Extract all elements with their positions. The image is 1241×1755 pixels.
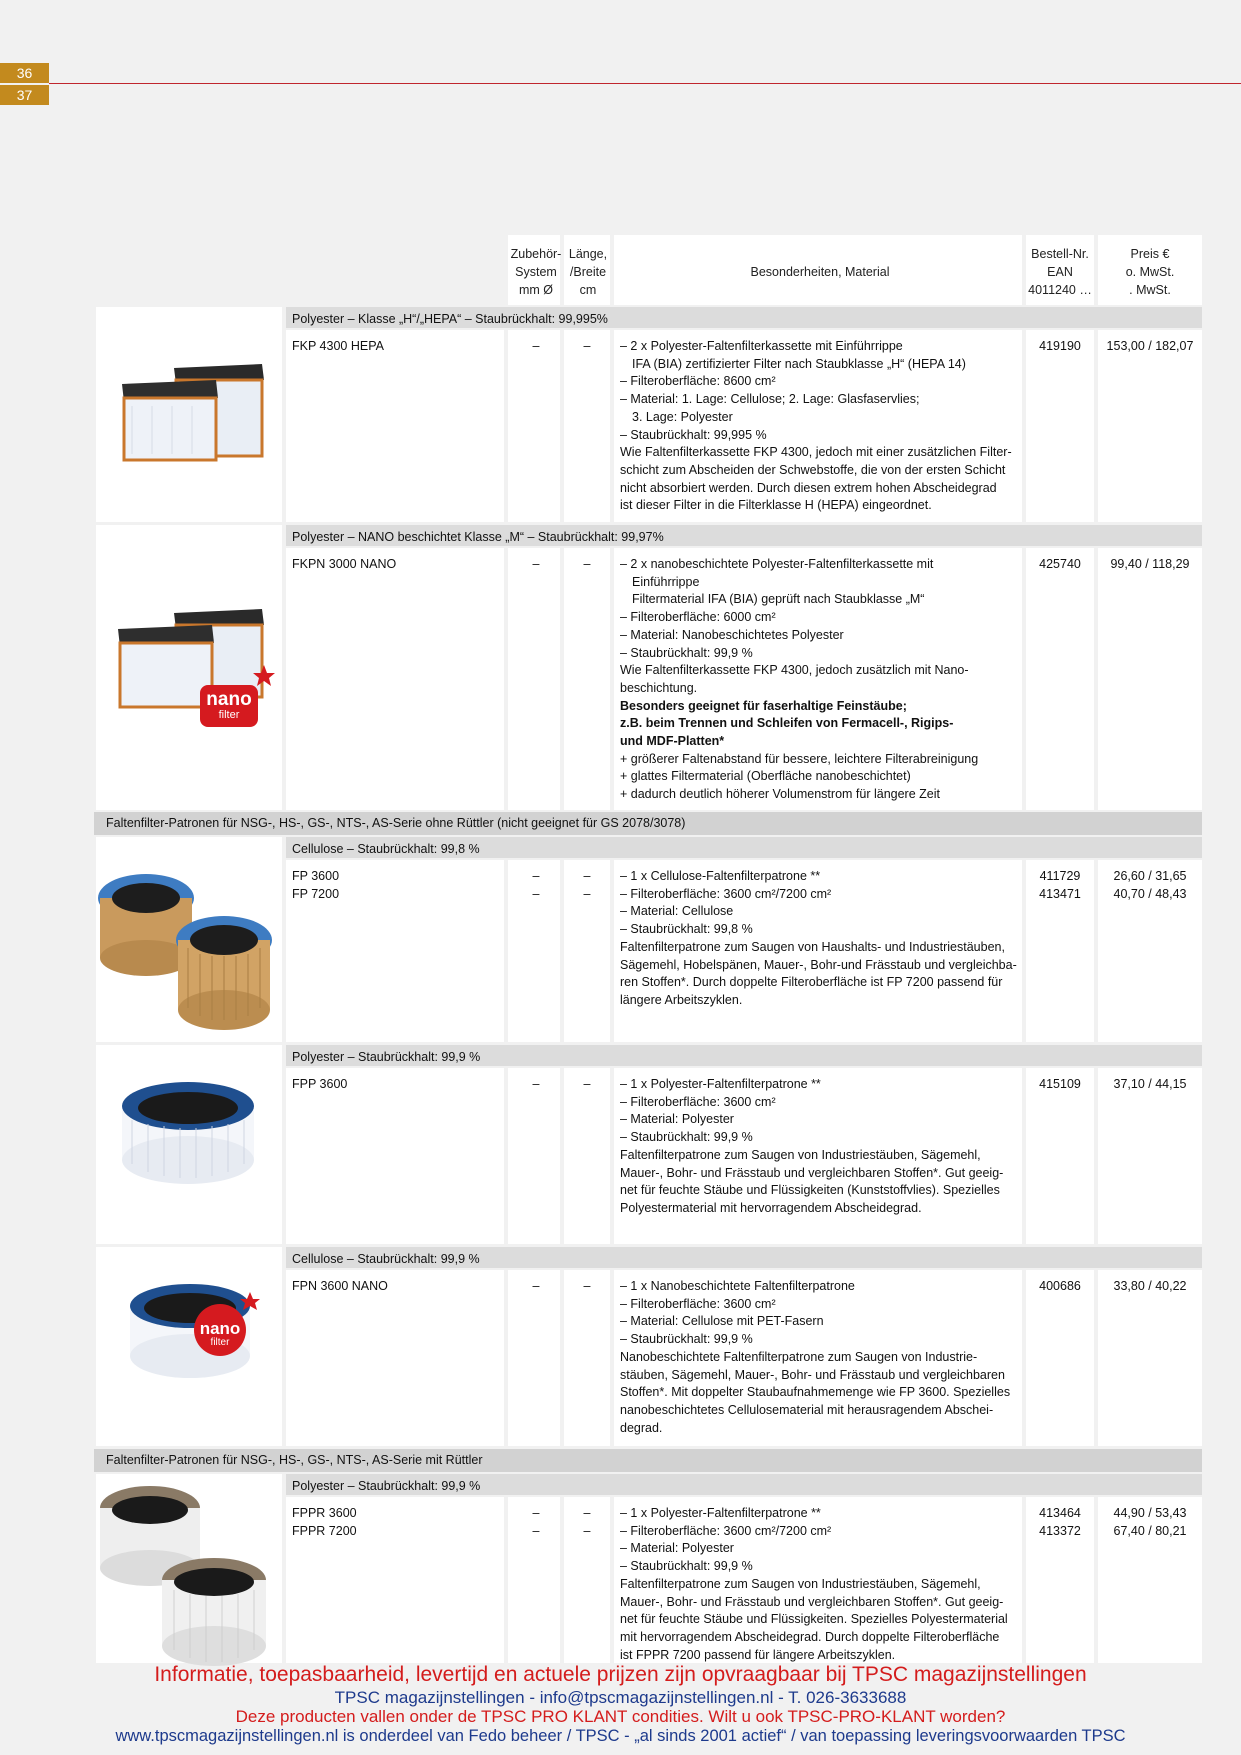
section-title-mit-ruettler: Faltenfilter-Patronen für NSG-, HS-, GS-, NTS-, AS-Serie mit Rüttler xyxy=(106,1453,483,1467)
table-cell xyxy=(1026,548,1094,810)
category-label: Cellulose – Staubrückhalt: 99,9 % xyxy=(292,1252,480,1266)
zubehoer-value: – xyxy=(532,557,540,571)
description-line: – Staubrückhalt: 99,9 % xyxy=(620,1332,753,1347)
zubehoer-value: – xyxy=(532,1279,540,1293)
col-header-laenge: Länge, /Breite cm xyxy=(568,247,608,297)
product-name: FKPN 3000 NANO xyxy=(292,557,397,571)
description-line: – 2 x Polyester-Faltenfilterkassette mit Einführrippe xyxy=(620,339,903,353)
description-line: Sägemehl, Hobelspänen, Mauer-, Bohr-und Frässtaub und vergleichba- xyxy=(620,957,1017,972)
description-line: – Filteroberfläche: 3600 cm²/7200 cm² xyxy=(620,1523,832,1538)
footer-info-line: Informatie, toepasbaarheid, levertijd en actuele prijzen zijn opvraagbaar bij TPSC magazijnstellingen xyxy=(154,1663,1087,1686)
price-value: 33,80 / 40,22 xyxy=(1113,1279,1187,1293)
laenge-value: – xyxy=(583,886,591,901)
price-value: 67,40 / 80,21 xyxy=(1113,1523,1187,1538)
description-line: – Material: Polyester xyxy=(620,1112,734,1127)
product-description xyxy=(620,868,1020,1010)
ean-value: 411729 xyxy=(1039,869,1081,883)
description-line: stäuben, Sägemehl, Mauer-, Bohr- und Frässtaub und vergleichbaren xyxy=(620,1367,1005,1382)
description-line: z.B. beim Trennen und Schleifen von Fermacell-, Rigips- xyxy=(620,716,954,731)
product-description xyxy=(620,1505,1020,1664)
ean-value: 413471 xyxy=(1039,886,1081,901)
price-value: 40,70 / 48,43 xyxy=(1113,886,1187,901)
table-cell xyxy=(286,330,504,522)
description-line: Besonders geeignet für faserhaltige Feinstäube; xyxy=(620,698,907,713)
description-line: net für feuchte Stäube und Flüssigkeiten (Kunststoffvlies). Spezielles xyxy=(620,1183,1000,1198)
price-value: 99,40 / 118,29 xyxy=(1110,557,1190,571)
description-line: mit hervorragendem Abscheidegrad. Durch doppelte Filteroberfläche xyxy=(620,1629,1000,1644)
description-line: Mauer-, Bohr- und Frässtaub und vergleichbaren Stoffen*. Gut geeig- xyxy=(620,1165,1004,1180)
polyester-cartridge-image xyxy=(118,1080,258,1190)
footer-pro-klant-line: Deze producten vallen onder de TPSC PRO KLANT condities. Wilt u ook TPSC-PRO-KLANT worden? xyxy=(235,1707,1006,1726)
table-cell xyxy=(508,1270,560,1446)
ean-value: 415109 xyxy=(1039,1077,1081,1091)
table-cell xyxy=(508,330,560,522)
table-cell xyxy=(286,1068,504,1244)
category-label: Polyester – Staubrückhalt: 99,9 % xyxy=(292,1479,481,1493)
col-header-preis: Preis € o. MwSt. . MwSt. xyxy=(1125,247,1175,297)
nano-badge-subtext: filter xyxy=(218,709,240,721)
description-line: nicht absorbiert werden. Durch diesen extrem hohen Abscheidegrad xyxy=(620,480,997,495)
product-name: FPN 3600 NANO xyxy=(292,1279,388,1293)
zubehoer-value: – xyxy=(532,869,540,883)
description-line: – 2 x nanobeschichtete Polyester-Faltenfilterkassette mit xyxy=(620,557,934,571)
description-line: – Material: Cellulose mit PET-Fasern xyxy=(620,1314,824,1329)
page-number-right: 37 xyxy=(0,85,49,105)
cellulose-cartridge-image xyxy=(96,868,276,1038)
price-value: 153,00 / 182,07 xyxy=(1106,339,1194,353)
table-cell xyxy=(1098,1068,1202,1244)
laenge-value: – xyxy=(583,1506,591,1520)
description-line: – 1 x Nanobeschichtete Faltenfilterpatrone xyxy=(620,1279,855,1293)
description-line: – 1 x Polyester-Faltenfilterpatrone ** xyxy=(620,1506,821,1520)
category-label: Polyester – Klasse „H“/„HEPA“ – Staubrückhalt: 99,995% xyxy=(292,312,608,326)
table-cell xyxy=(1098,548,1202,810)
description-line: IFA (BIA) zertifizierter Filter nach Staubklasse „H“ (HEPA 14) xyxy=(632,356,966,371)
description-line: Einführrippe xyxy=(632,574,700,589)
nano-badge-text: nano xyxy=(206,689,252,710)
description-line: Wie Faltenfilterkassette FKP 4300, jedoch zusätzlich mit Nano- xyxy=(620,663,969,678)
description-line: – Material: Nanobeschichtetes Polyester xyxy=(620,627,844,642)
ean-value: 400686 xyxy=(1039,1279,1081,1293)
description-line: – Filteroberfläche: 3600 cm²/7200 cm² xyxy=(620,886,832,901)
product-description xyxy=(620,556,1020,804)
zubehoer-value: – xyxy=(532,1506,540,1520)
laenge-value: – xyxy=(583,339,591,353)
description-line: + dadurch deutlich höherer Volumenstrom für längere Zeit xyxy=(620,787,940,802)
description-line: schicht zum Abscheiden der Schwebstoffe, die von der ersten Schicht xyxy=(620,462,1006,477)
description-line: – Filteroberfläche: 6000 cm² xyxy=(620,610,776,625)
description-line: – 1 x Polyester-Faltenfilterpatrone ** xyxy=(620,1077,821,1091)
ean-value: 413372 xyxy=(1039,1523,1081,1538)
laenge-value: – xyxy=(583,1523,591,1538)
description-line: beschichtung. xyxy=(620,680,698,695)
price-value: 44,90 / 53,43 xyxy=(1113,1506,1187,1520)
description-line: Nanobeschichtete Faltenfilterpatrone zum Saugen von Industrie- xyxy=(620,1349,978,1364)
zubehoer-value: – xyxy=(532,1523,540,1538)
description-line: + glattes Filtermaterial (Oberfläche nanobeschichtet) xyxy=(620,769,911,784)
description-line: Filtermaterial IFA (BIA) geprüft nach Staubklasse „M“ xyxy=(632,592,925,607)
zubehoer-value: – xyxy=(532,339,540,353)
description-line: Stoffen*. Mit doppelter Staubaufnahmemenge wie FP 3600. Spezielles xyxy=(620,1385,1011,1400)
product-name: FP 7200 xyxy=(292,886,340,901)
table-cell xyxy=(564,548,610,810)
section-title-ohne-ruettler: Faltenfilter-Patronen für NSG-, HS-, GS-, NTS-, AS-Serie ohne Rüttler (nicht geeignet für GS 2078/3078) xyxy=(106,816,686,830)
ruettler-cartridge-image xyxy=(96,1480,276,1670)
description-line: ren Stoffen*. Durch doppelte Filteroberfläche ist FP 7200 passend für xyxy=(620,975,1003,990)
description-line: degrad. xyxy=(620,1420,663,1435)
table-cell xyxy=(286,548,504,810)
col-header-besonderheiten: Besonderheiten, Material xyxy=(750,265,890,279)
description-line: – Staubrückhalt: 99,995 % xyxy=(620,427,767,442)
description-line: – Material: 1. Lage: Cellulose; 2. Lage: Glasfaservlies; xyxy=(620,392,920,407)
col-header-zubehoer: Zubehör- System mm Ø xyxy=(510,247,562,297)
table-cell xyxy=(508,548,560,810)
description-line: – Filteroberfläche: 3600 cm² xyxy=(620,1296,776,1311)
description-line: – Staubrückhalt: 99,8 % xyxy=(620,922,753,937)
product-name: FPPR 3600 xyxy=(292,1506,357,1520)
description-line: – Material: Cellulose xyxy=(620,904,734,919)
table-cell xyxy=(1026,1270,1094,1446)
product-description xyxy=(620,1076,1020,1218)
description-line: + größerer Faltenabstand für bessere, leichtere Filterabreinigung xyxy=(620,751,979,766)
description-line: ist dieser Filter in die Filterklasse H (HEPA) eingeordnet. xyxy=(620,498,932,513)
category-label: Cellulose – Staubrückhalt: 99,8 % xyxy=(292,842,480,856)
product-description xyxy=(620,338,1020,515)
description-line: Wie Faltenfilterkassette FKP 4300, jedoch mit einer zusätzlichen Filter- xyxy=(620,445,1012,460)
header-rule xyxy=(49,83,1241,84)
product-name: FKP 4300 HEPA xyxy=(292,339,384,353)
price-value: 37,10 / 44,15 xyxy=(1113,1077,1187,1091)
product-name: FPPR 7200 xyxy=(292,1523,357,1538)
description-line: 3. Lage: Polyester xyxy=(632,409,733,424)
laenge-value: – xyxy=(583,1077,591,1091)
description-line: Mauer-, Bohr- und Frässtaub und vergleichbaren Stoffen*. Gut geeig- xyxy=(620,1594,1004,1609)
table-cell xyxy=(1098,1270,1202,1446)
table-cell xyxy=(1026,1068,1094,1244)
description-line: und MDF-Platten* xyxy=(620,734,725,749)
description-line: – Filteroberfläche: 3600 cm² xyxy=(620,1094,776,1109)
laenge-value: – xyxy=(583,1279,591,1293)
description-line: – Staubrückhalt: 99,9 % xyxy=(620,1130,753,1145)
footer-contact-line: TPSC magazijnstellingen - info@tpscmagazijnstellingen.nl - T. 026-3633688 xyxy=(334,1688,907,1707)
zubehoer-value: – xyxy=(532,1077,540,1091)
table-cell xyxy=(508,1068,560,1244)
description-line: – Filteroberfläche: 8600 cm² xyxy=(620,374,776,389)
description-line: Faltenfilterpatrone zum Saugen von Industriestäuben, Sägemehl, xyxy=(620,1576,981,1591)
table-cell xyxy=(1026,330,1094,522)
table-cell xyxy=(564,330,610,522)
description-line: nanobeschichtetes Cellulosematerial mit herausragendem Abschei- xyxy=(620,1402,994,1417)
description-line: – Staubrückhalt: 99,9 % xyxy=(620,1559,753,1574)
zubehoer-value: – xyxy=(532,886,540,901)
product-name: FPP 3600 xyxy=(292,1077,348,1091)
description-line: Polyestermaterial mit hervorragendem Abscheidegrad. xyxy=(620,1200,922,1215)
description-line: Faltenfilterpatrone zum Saugen von Haushalts- und Industriestäuben, xyxy=(620,939,1005,954)
table-cell xyxy=(564,1270,610,1446)
description-line: ist FPPR 7200 passend für längere Arbeitszyklen. xyxy=(620,1647,896,1662)
nano-badge-subtext-2: filter xyxy=(210,1337,230,1348)
category-label: Polyester – NANO beschichtet Klasse „M“ – Staubrückhalt: 99,97% xyxy=(292,530,664,544)
laenge-value: – xyxy=(583,557,591,571)
table-cell xyxy=(564,1068,610,1244)
ean-value: 419190 xyxy=(1039,339,1081,353)
description-line: längere Arbeitszyklen. xyxy=(620,992,743,1007)
price-value: 26,60 / 31,65 xyxy=(1113,869,1187,883)
ean-value: 413464 xyxy=(1039,1506,1081,1520)
col-header-bestell: Bestell-Nr. EAN 4011240 … xyxy=(1028,247,1092,297)
product-description xyxy=(620,1278,1020,1437)
description-line: net für feuchte Stäube und Flüssigkeiten. Spezielles Polyestermaterial xyxy=(620,1612,1008,1627)
laenge-value: – xyxy=(583,869,591,883)
page-number-left: 36 xyxy=(0,63,49,83)
table-cell xyxy=(1098,330,1202,522)
nano-badge-text-2: nano xyxy=(199,1319,241,1338)
description-line: – Material: Polyester xyxy=(620,1541,734,1556)
category-label: Polyester – Staubrückhalt: 99,9 % xyxy=(292,1050,481,1064)
product-name: FP 3600 xyxy=(292,869,340,883)
description-line: – Staubrückhalt: 99,9 % xyxy=(620,645,753,660)
footer-website-line: www.tpscmagazijnstellingen.nl is onderdeel van Fedo beheer / TPSC - „al sinds 2001 actief“ / van toepassing leveringsvoorwaarden TPSC xyxy=(115,1727,1126,1745)
table-cell xyxy=(286,1270,504,1446)
ean-value: 425740 xyxy=(1039,557,1081,571)
description-line: Faltenfilterpatrone zum Saugen von Industriestäuben, Sägemehl, xyxy=(620,1147,981,1162)
description-line: – 1 x Cellulose-Faltenfilterpatrone ** xyxy=(620,869,821,883)
filter-cassette-image xyxy=(112,356,272,471)
